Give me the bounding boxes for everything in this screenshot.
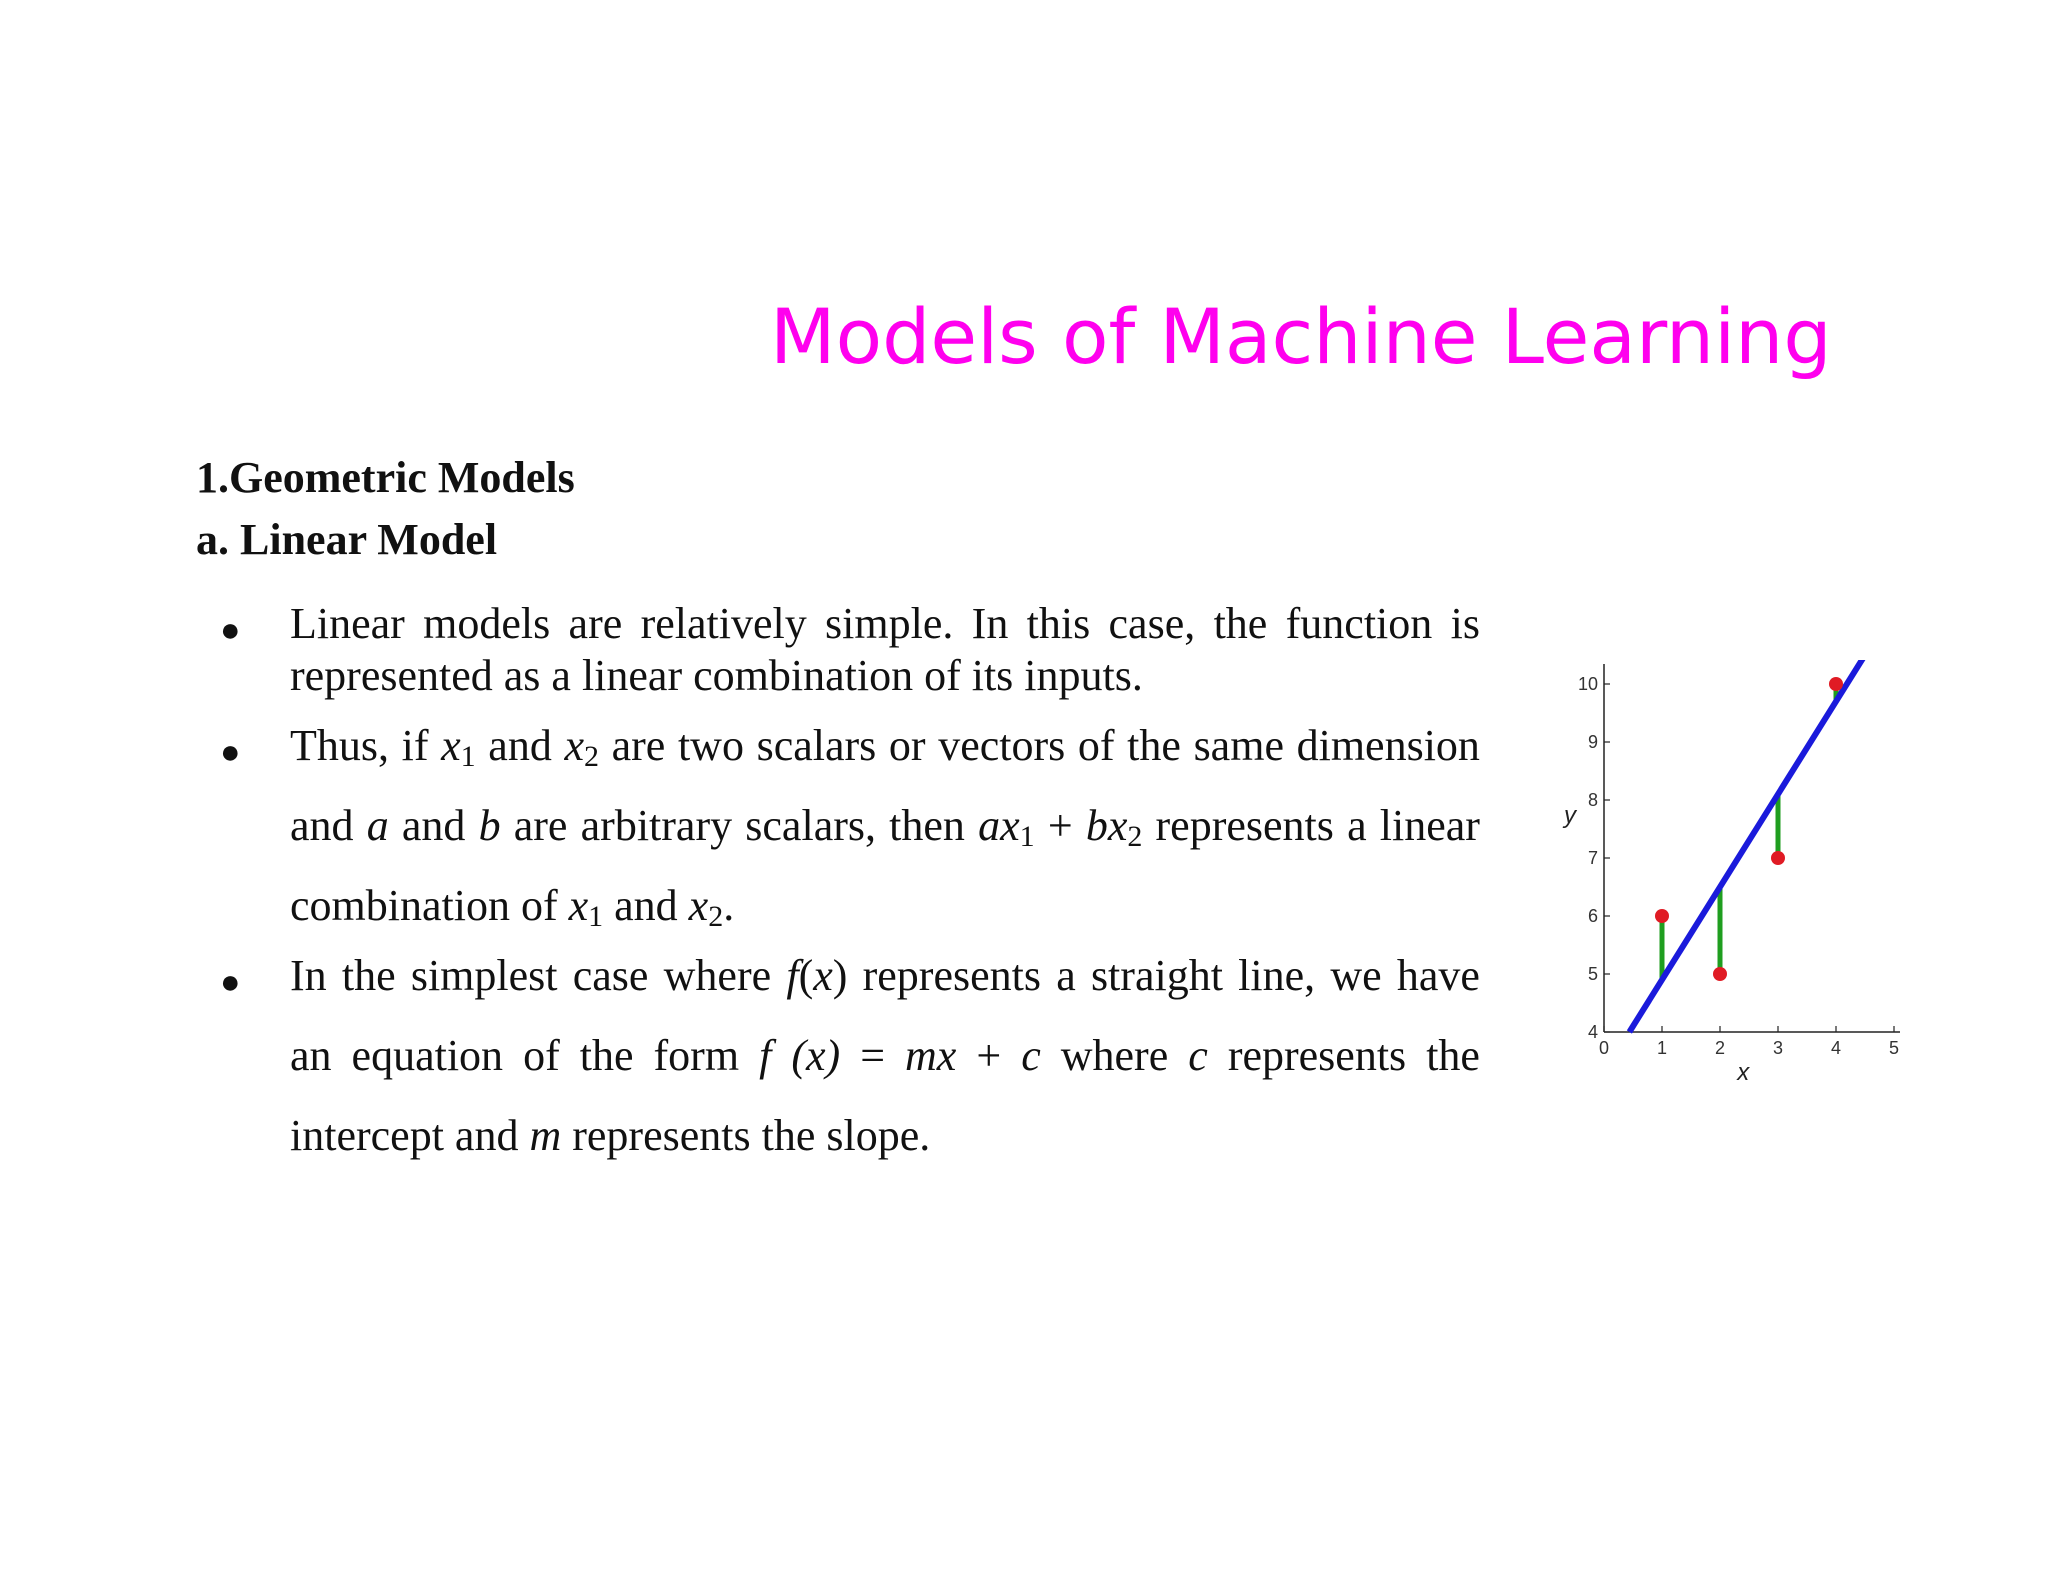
x-tick-label: 1: [1656, 1038, 1668, 1058]
y-axis-label: y: [1564, 802, 1576, 830]
y-tick-label: 7: [1587, 848, 1598, 868]
bullet-marker: ●: [220, 964, 241, 1001]
x-tick-label: 2: [1714, 1038, 1726, 1058]
bullet1-line1: Linear models are relatively simple. In this case, the function is: [290, 599, 1480, 648]
y-tick-label: 8: [1587, 790, 1598, 810]
fit-line: [1629, 660, 1891, 1032]
x-tick-label: 3: [1772, 1038, 1784, 1058]
data-point: [1829, 677, 1843, 691]
bullet3-line2: an equation of the form f (x) = mx + c where c represents the: [290, 1031, 1480, 1080]
page-title: Models of Machine Learning: [770, 292, 1832, 381]
x-tick-label: 4: [1830, 1038, 1842, 1058]
data-point: [1771, 851, 1785, 865]
data-point: [1655, 909, 1669, 923]
bullet-marker: ●: [220, 612, 241, 649]
linear-regression-chart: [1560, 660, 1930, 1100]
x-tick-label: 0: [1598, 1038, 1610, 1058]
bullet2-line1: Thus, if $x_1$ and $x_2$ are two scalars or vectors of the same dimension: [290, 721, 1480, 773]
bullet2-line2: and a and b are arbitrary scalars, then $ax_1$ + $bx_2$ represents a linear: [290, 801, 1480, 853]
bullet-marker: ●: [220, 734, 241, 771]
data-point: [1713, 967, 1727, 981]
subsection-heading: a. Linear Model: [196, 515, 498, 564]
y-tick-label: 10: [1577, 674, 1598, 694]
bullet3-line1: In the simplest case where f(x) represents a straight line, we have: [290, 951, 1480, 1000]
x-tick-label: 5: [1888, 1038, 1900, 1058]
x-axis-label: x: [1737, 1059, 1750, 1086]
bullet3-line3: intercept and m represents the slope.: [290, 1111, 931, 1160]
y-tick-label: 4: [1587, 1022, 1598, 1042]
y-tick-label: 5: [1587, 964, 1598, 984]
y-tick-label: 9: [1587, 732, 1598, 752]
y-tick-label: 6: [1587, 906, 1598, 926]
bullet1-line2: represented as a linear combination of its inputs.: [290, 651, 1143, 700]
section-heading: 1.Geometric Models: [196, 453, 575, 502]
bullet2-line3: combination of $x_1$ and $x_2$.: [290, 881, 735, 933]
